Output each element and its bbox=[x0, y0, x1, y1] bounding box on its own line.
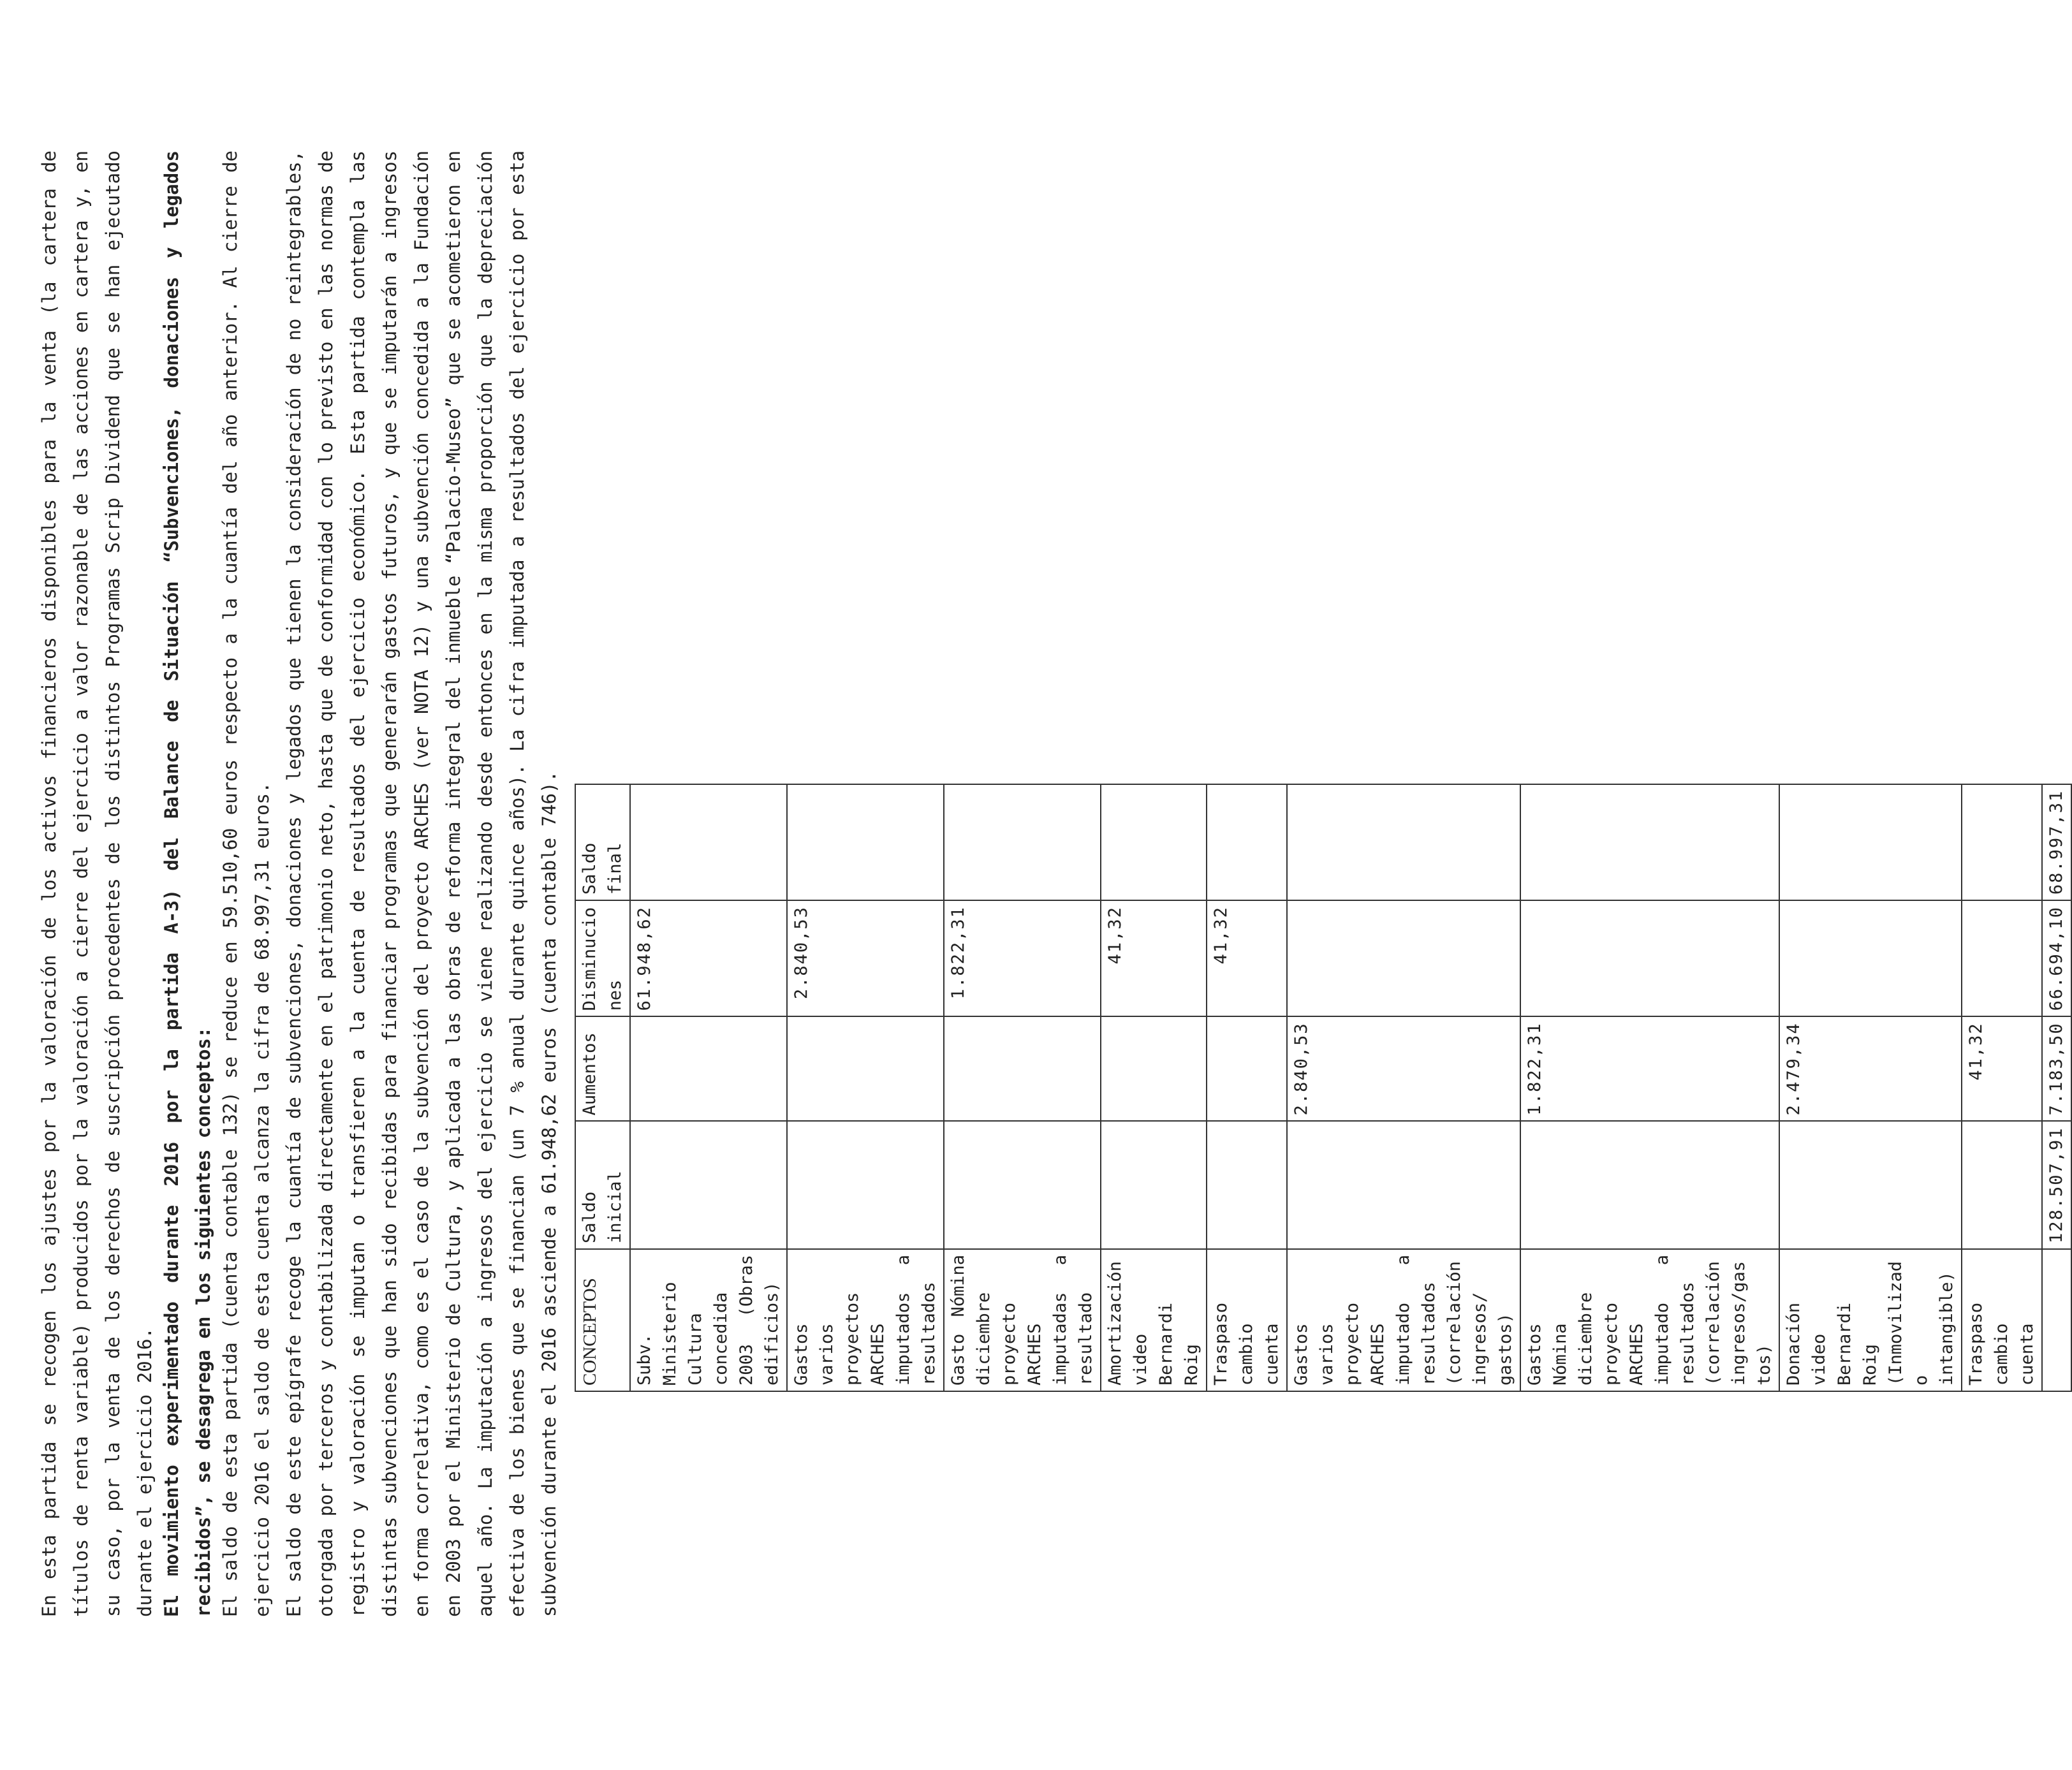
cell-disminuciones bbox=[1779, 900, 1962, 1016]
cell-concepto: Traspaso cambio cuenta bbox=[1962, 1249, 2042, 1391]
cell-disminuciones bbox=[1287, 900, 1520, 1016]
table-row bbox=[787, 784, 944, 1391]
table-header-row bbox=[575, 784, 630, 1391]
cell-saldo-final bbox=[1287, 784, 1520, 900]
cell-disminuciones: 41,32 bbox=[1207, 900, 1287, 1016]
cell-concepto: Traspaso cambio cuenta bbox=[1207, 1249, 1287, 1391]
cell-saldo-final bbox=[1520, 784, 1779, 900]
cell-concepto: Donación video Bernardi Roig (Inmovilizado intangible) bbox=[1779, 1249, 1962, 1391]
header-aumentos: Aumentos bbox=[575, 1016, 630, 1121]
total-cell-saldo-final: 68.997,31 bbox=[2042, 784, 2071, 900]
cell-saldo-inicial bbox=[1287, 1121, 1520, 1249]
total-cell-disminuciones: 66.694,10 bbox=[2042, 900, 2071, 1016]
cell-saldo-final bbox=[630, 784, 787, 900]
subvenciones-table bbox=[575, 784, 2072, 1392]
cell-concepto: Gasto Nómina diciembre proyecto ARCHES imputadas a resultado bbox=[944, 1249, 1101, 1391]
cell-disminuciones: 41,32 bbox=[1101, 900, 1207, 1016]
table-row bbox=[1520, 784, 1779, 1391]
cell-concepto: Gastos varios proyectos ARCHES imputados a resultados bbox=[787, 1249, 944, 1391]
table-row bbox=[1962, 784, 2042, 1391]
cell-aumentos bbox=[630, 1016, 787, 1121]
header-saldo-final: Saldo final bbox=[575, 784, 630, 900]
cell-saldo-final bbox=[1779, 784, 1962, 900]
cell-saldo-final bbox=[1962, 784, 2042, 900]
cell-aumentos: 2.840,53 bbox=[1287, 1016, 1520, 1121]
cell-concepto: Subv. Ministerio Cultura concedida 2003 (Obras edificios) bbox=[630, 1249, 787, 1391]
table-row bbox=[1779, 784, 1962, 1391]
paragraph-saldo-partida: El saldo de esta partida (cuenta contable 132) se reduce en 59.510,60 euros respecto a la cuantía del año anterior. Al cierre de ejercicio 2016 el saldo de esta cuenta alcanza la cifra de 68.997,31 euros. bbox=[219, 150, 273, 1617]
totals-row bbox=[2042, 784, 2071, 1391]
cell-disminuciones: 61.948,62 bbox=[630, 900, 787, 1016]
paragraph-movimiento-heading: El movimiento experimentado durante 2016 por la partida A-3) del Balance de Situación “Subvenciones, donaciones y legados recibidos”, se desagrega en los siguientes conceptos: bbox=[161, 150, 214, 1617]
cell-aumentos bbox=[787, 1016, 944, 1121]
cell-disminuciones bbox=[1962, 900, 2042, 1016]
cell-aumentos bbox=[1207, 1016, 1287, 1121]
cell-saldo-inicial bbox=[630, 1121, 787, 1249]
cell-saldo-final bbox=[1207, 784, 1287, 900]
cell-aumentos: 1.822,31 bbox=[1520, 1016, 1779, 1121]
table-row bbox=[1287, 784, 1520, 1391]
cell-saldo-final bbox=[787, 784, 944, 900]
total-cell-aumentos: 7.183,50 bbox=[2042, 1016, 2071, 1121]
cell-saldo-final bbox=[1101, 784, 1207, 900]
paragraph-ajustes-valoracion: En esta partida se recogen los ajustes por la valoración de los activos financieros disponibles para la venta (la cartera de títulos de renta variable) producidos por la valoración a cierre del ejercicio a valor razonable de las acciones en cartera y, en su caso, por la venta de los derechos de suscripción procedentes de los distintos Programas Scrip Dividend que se han ejecutado durante el ejercicio 2016. bbox=[38, 150, 156, 1617]
cell-aumentos: 41,32 bbox=[1962, 1016, 2042, 1121]
cell-saldo-inicial bbox=[1520, 1121, 1779, 1249]
cell-saldo-inicial bbox=[1962, 1121, 2042, 1249]
total-cell-concepto bbox=[2042, 1249, 2071, 1391]
cell-disminuciones bbox=[1520, 900, 1779, 1016]
cell-disminuciones: 1.822,31 bbox=[944, 900, 1101, 1016]
cell-aumentos bbox=[1101, 1016, 1207, 1121]
cell-saldo-inicial bbox=[787, 1121, 944, 1249]
table-row bbox=[1207, 784, 1287, 1391]
table-row bbox=[630, 784, 787, 1391]
header-saldo-inicial: Saldo inicial bbox=[575, 1121, 630, 1249]
total-cell-saldo-inicial: 128.507,91 bbox=[2042, 1121, 2071, 1249]
table-row bbox=[944, 784, 1101, 1391]
table-row bbox=[1101, 784, 1207, 1391]
cell-saldo-inicial bbox=[1101, 1121, 1207, 1249]
header-conceptos: CONCEPTOS bbox=[575, 1249, 630, 1391]
cell-saldo-final bbox=[944, 784, 1101, 900]
cell-disminuciones: 2.840,53 bbox=[787, 900, 944, 1016]
table-body bbox=[630, 784, 2071, 1391]
cell-concepto: Gastos varios proyecto ARCHES imputado a resultados (correlación ingresos/ gastos) bbox=[1287, 1249, 1520, 1391]
cell-aumentos bbox=[944, 1016, 1101, 1121]
cell-saldo-inicial bbox=[944, 1121, 1101, 1249]
cell-concepto: Amortización video Bernardi Roig bbox=[1101, 1249, 1207, 1391]
cell-concepto: Gastos Nómina diciembre proyecto ARCHES imputado a resultados (correlación ingresos/gastos) bbox=[1520, 1249, 1779, 1391]
cell-saldo-inicial bbox=[1779, 1121, 1962, 1249]
header-disminuciones: Disminuciones bbox=[575, 900, 630, 1016]
cell-saldo-inicial bbox=[1207, 1121, 1287, 1249]
cell-aumentos: 2.479,34 bbox=[1779, 1016, 1962, 1121]
paragraph-epigrafe: El saldo de este epígrafe recoge la cuantía de subvenciones, donaciones y legados que tienen la consideración de no reintegrables, otorgada por terceros y contabilizada directamente en el patrimonio neto, hasta que de conformidad con lo previsto en las normas de registro y valoración se imputan o transfieren a la cuenta de resultados del ejercicio económico. Esta partida contempla las distintas subvenciones que han sido recibidas para financiar programas que generarán gastos futuros, y que se imputarán a ingresos en forma correlativa, como es el caso de la subvención del proyecto ARCHES (ver NOTA 12) y una subvención concedida a la Fundación en 2003 por el Ministerio de Cultura, y aplicada a las obras de reforma integral del inmueble “Palacio-Museo” que se acometieron en aquel año. La imputación a ingresos del ejercicio se viene realizando desde entonces en la misma proporción que la depreciación efectiva de los bienes que se financian (un 7 % anual durante quince años). La cifra imputada a resultados del ejercicio por esta subvención durante el 2016 asciende a 61.948,62 euros (cuenta contable 746). bbox=[283, 150, 560, 1617]
